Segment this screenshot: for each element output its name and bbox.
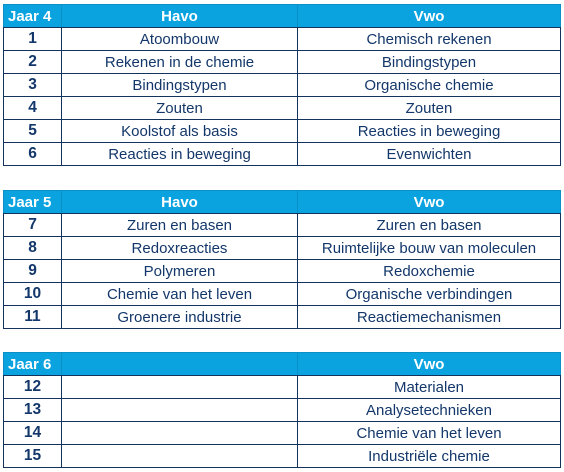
vwo-topic: Materialen (298, 376, 561, 399)
year-label: Jaar 5 (4, 191, 62, 214)
table-row (4, 237, 561, 260)
havo-topic: Zouten (62, 97, 298, 120)
havo-topic: Redoxreacties (62, 237, 298, 260)
year-label: Jaar 4 (4, 5, 62, 28)
havo-header-empty (62, 353, 298, 376)
table-row (4, 306, 561, 329)
year-label: Jaar 6 (4, 353, 62, 376)
havo-header: Havo (62, 191, 298, 214)
chapter-number: 10 (4, 283, 62, 306)
havo-topic (62, 422, 298, 445)
table-header-row (4, 191, 561, 214)
table-row (4, 28, 561, 51)
havo-topic (62, 399, 298, 422)
vwo-topic: Organische chemie (298, 74, 561, 97)
havo-topic: Reacties in beweging (62, 143, 298, 166)
table-row (4, 74, 561, 97)
vwo-topic: Chemie van het leven (298, 422, 561, 445)
vwo-topic: Analysetechnieken (298, 399, 561, 422)
chapter-number: 15 (4, 445, 62, 468)
havo-topic: Koolstof als basis (62, 120, 298, 143)
chapter-number: 12 (4, 376, 62, 399)
table-row (4, 376, 561, 399)
havo-topic: Rekenen in de chemie (62, 51, 298, 74)
table-row (4, 399, 561, 422)
chapter-number: 8 (4, 237, 62, 260)
chapter-number: 4 (4, 97, 62, 120)
table-row (4, 445, 561, 468)
vwo-topic: Zouten (298, 97, 561, 120)
table-row (4, 51, 561, 74)
havo-topic: Atoombouw (62, 28, 298, 51)
vwo-topic: Industriële chemie (298, 445, 561, 468)
vwo-topic: Bindingstypen (298, 51, 561, 74)
vwo-topic: Ruimtelijke bouw van moleculen (298, 237, 561, 260)
chapter-number: 13 (4, 399, 62, 422)
table-header-row (4, 353, 561, 376)
havo-topic: Bindingstypen (62, 74, 298, 97)
table-row (4, 214, 561, 237)
havo-header: Havo (62, 5, 298, 28)
chapter-number: 5 (4, 120, 62, 143)
table-row (4, 143, 561, 166)
table-row (4, 120, 561, 143)
havo-topic: Groenere industrie (62, 306, 298, 329)
chapter-number: 11 (4, 306, 62, 329)
havo-topic: Zuren en basen (62, 214, 298, 237)
chapter-number: 3 (4, 74, 62, 97)
schedule-table-jaar-6 (3, 352, 561, 468)
vwo-header: Vwo (298, 191, 561, 214)
schedule-table-jaar-4 (3, 4, 561, 166)
havo-topic: Polymeren (62, 260, 298, 283)
vwo-topic: Chemisch rekenen (298, 28, 561, 51)
vwo-topic: Reactiemechanismen (298, 306, 561, 329)
table-row (4, 97, 561, 120)
chapter-number: 2 (4, 51, 62, 74)
table-row (4, 283, 561, 306)
havo-topic: Chemie van het leven (62, 283, 298, 306)
table-row (4, 422, 561, 445)
chapter-number: 6 (4, 143, 62, 166)
havo-topic (62, 376, 298, 399)
vwo-topic: Evenwichten (298, 143, 561, 166)
vwo-topic: Redoxchemie (298, 260, 561, 283)
vwo-topic: Reacties in beweging (298, 120, 561, 143)
table-row (4, 260, 561, 283)
chapter-number: 14 (4, 422, 62, 445)
vwo-header: Vwo (298, 5, 561, 28)
table-header-row (4, 5, 561, 28)
chapter-number: 9 (4, 260, 62, 283)
vwo-header: Vwo (298, 353, 561, 376)
havo-topic (62, 445, 298, 468)
vwo-topic: Organische verbindingen (298, 283, 561, 306)
vwo-topic: Zuren en basen (298, 214, 561, 237)
chapter-number: 1 (4, 28, 62, 51)
schedule-table-jaar-5 (3, 190, 561, 329)
chapter-number: 7 (4, 214, 62, 237)
